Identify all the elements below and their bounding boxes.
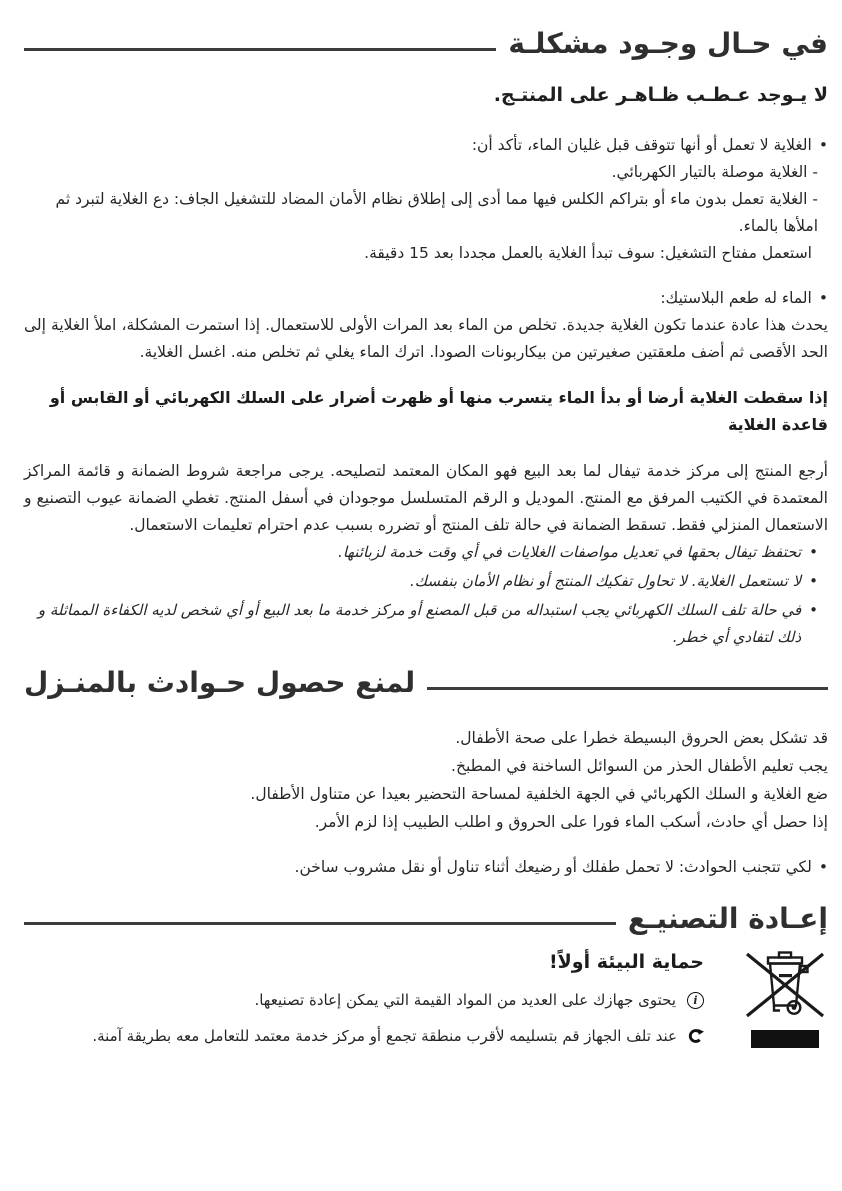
section-title-problem: في حـال وجـود مشكلـة [508,27,828,60]
section-accidents-title-row [24,665,828,701]
recycling-content [24,945,828,1061]
check-dry-line: - الغلاية تعمل بدون ماء أو بتراكم الكلس فيها مما أدى إلى إطلاق نظام الأمان المضاد للتشغيل الجاف: دع الغلاية لتبرد ثم املأها بالماء. [55,190,818,236]
note-text: في حالة تلف السلك الكهربائي يجب استبداله من قبل المصنع أو مركز خدمة ما بعد البيع أو أي شخص لديه الكفاءة المماثلة و ذلك لتفادي أي خطر. [37,601,802,647]
section-title-recycling: إعـادة التصنيـع [627,901,828,935]
info-item-text: يحتوى جهازك على العديد من المواد القيمة التي يمكن إعادة تصنيعها. [254,991,676,1010]
note-text: لا تستعمل الغلاية. لا تحاول تفكيك المنتج أو نظام الأمان بنفسك. [409,572,802,591]
section-recycling-title-row [24,901,828,937]
recycling-handover-item [24,1025,704,1048]
plastic-taste-bullet [24,285,828,312]
title-rule [24,48,496,51]
kettle-not-working-text: الغلاية لا تعمل أو أنها تتوقف قبل غليان الماء، تأكد أن: [471,136,812,155]
bullet-marker: • [818,289,828,308]
recycle-arrow-icon [688,1028,704,1044]
plastic-taste-paragraph: يحدث هذا عادة عندما تكون الغلاية جديدة. تخلص من الماء بعد المرات الأولى للاستعمال. إذا استمرت المشكلة، املأ الغلاية إلى الحد الأقصى ثم أضف ملعقتين صغيرتين من بيكاربونات الصودا. اترك الماء يغلي ثم تخلص منه. اغسل الغلاية. [24,316,828,362]
kettle-not-working-block [24,132,828,267]
avoid-accidents-text: لكي تتجنب الحوادث: لا تحمل طفلك أو رضيعك أثناء تناول أو نقل مشروب ساخن. [294,857,812,876]
kettle-not-working-bullet [24,132,828,159]
note-item [24,597,818,651]
bullet-marker: • [809,543,818,562]
check-power-line: - الغلاية موصلة بالتيار الكهربائي. [611,163,818,182]
title-rule [427,687,828,690]
bullet-marker: • [809,572,818,591]
weee-crossed-bin-icon [743,949,827,1021]
no-damage-heading: لا يـوجد عـطـب ظـاهـر على المنتـج. [493,84,828,107]
bullet-marker: • [809,601,818,620]
plastic-taste-text: الماء له طعم البلاستيك: [660,289,812,308]
note-item [24,539,818,566]
accidents-paragraph-line: إذا حصل أي حادث، أسكب الماء فورا على الحروق و اطلب الطبيب إذا لزم الأمر. [314,812,828,831]
recycling-text-column [24,945,704,1061]
note-text: تحتفظ تيفال بحقها في تعديل مواصفات الغلايات في أي وقت خدمة لزبائنها. [338,543,802,562]
black-bar [751,1030,819,1048]
accidents-paragraph-line: قد تشكل بعض الحروق البسيطة خطرا على صحة الأطفال. [455,728,828,747]
service-paragraph: أرجع المنتج إلى مركز خدمة تيفال لما بعد البيع فهو المكان المعتمد لتصليحه. يرجى مراجعة شروط الضمانة و قائمة المراكز المعتمدة في الكتيب المرفق مع المنتج. الموديل و الرقم المتسلسل موجودان في أسفل المنتج. تغطي الضمانة عيوب التصنيع و الاستعمال المنزلي فقط. تسقط الضمانة في حالة تلف المنتج أو تضرره بسبب عدم احترام تعليمات الاستعمال. [24,462,828,535]
accidents-paragraph [24,724,828,836]
title-rule [24,922,616,925]
weee-symbol-column [742,945,828,1048]
manufacturer-notes [24,539,828,651]
note-item [24,568,818,595]
info-icon: i [687,992,704,1009]
recycle-item-text: عند تلف الجهاز قم بتسليمه لأقرب منطقة تجمع أو مركز خدمة معتمد للتعامل معه بطريقة آمنة. [92,1027,677,1046]
section-problem-title-row [24,26,828,62]
avoid-accidents-bullet [24,854,828,881]
bullet-marker: • [818,857,828,876]
dropped-kettle-heading: إذا سقطت الغلاية أرضا أو بدأ الماء يتسرب منها أو ظهرت أضرار على السلك الكهربائي أو القابس أو قاعدة الغلاية [49,388,828,435]
bullet-marker: • [818,136,828,155]
section-title-accidents: لمنع حصول حـوادث بالمنـزل [24,666,416,700]
restart-line: استعمل مفتاح التشغيل: سوف تبدأ الغلاية بالعمل مجددا بعد 15 دقيقة. [364,244,812,263]
environment-first-heading: حماية البيئة أولاً! [548,951,704,974]
plastic-taste-block [24,285,828,366]
accidents-paragraph-line: ضع الغلاية و السلك الكهربائي في الجهة الخلفية لمساحة التحضير بعيدا عن متناول الأطفال. [250,784,828,803]
recycling-info-item [24,989,704,1012]
accidents-paragraph-line: يجب تعليم الأطفال الحذر من السوائل الساخنة في المطبخ. [451,756,828,775]
